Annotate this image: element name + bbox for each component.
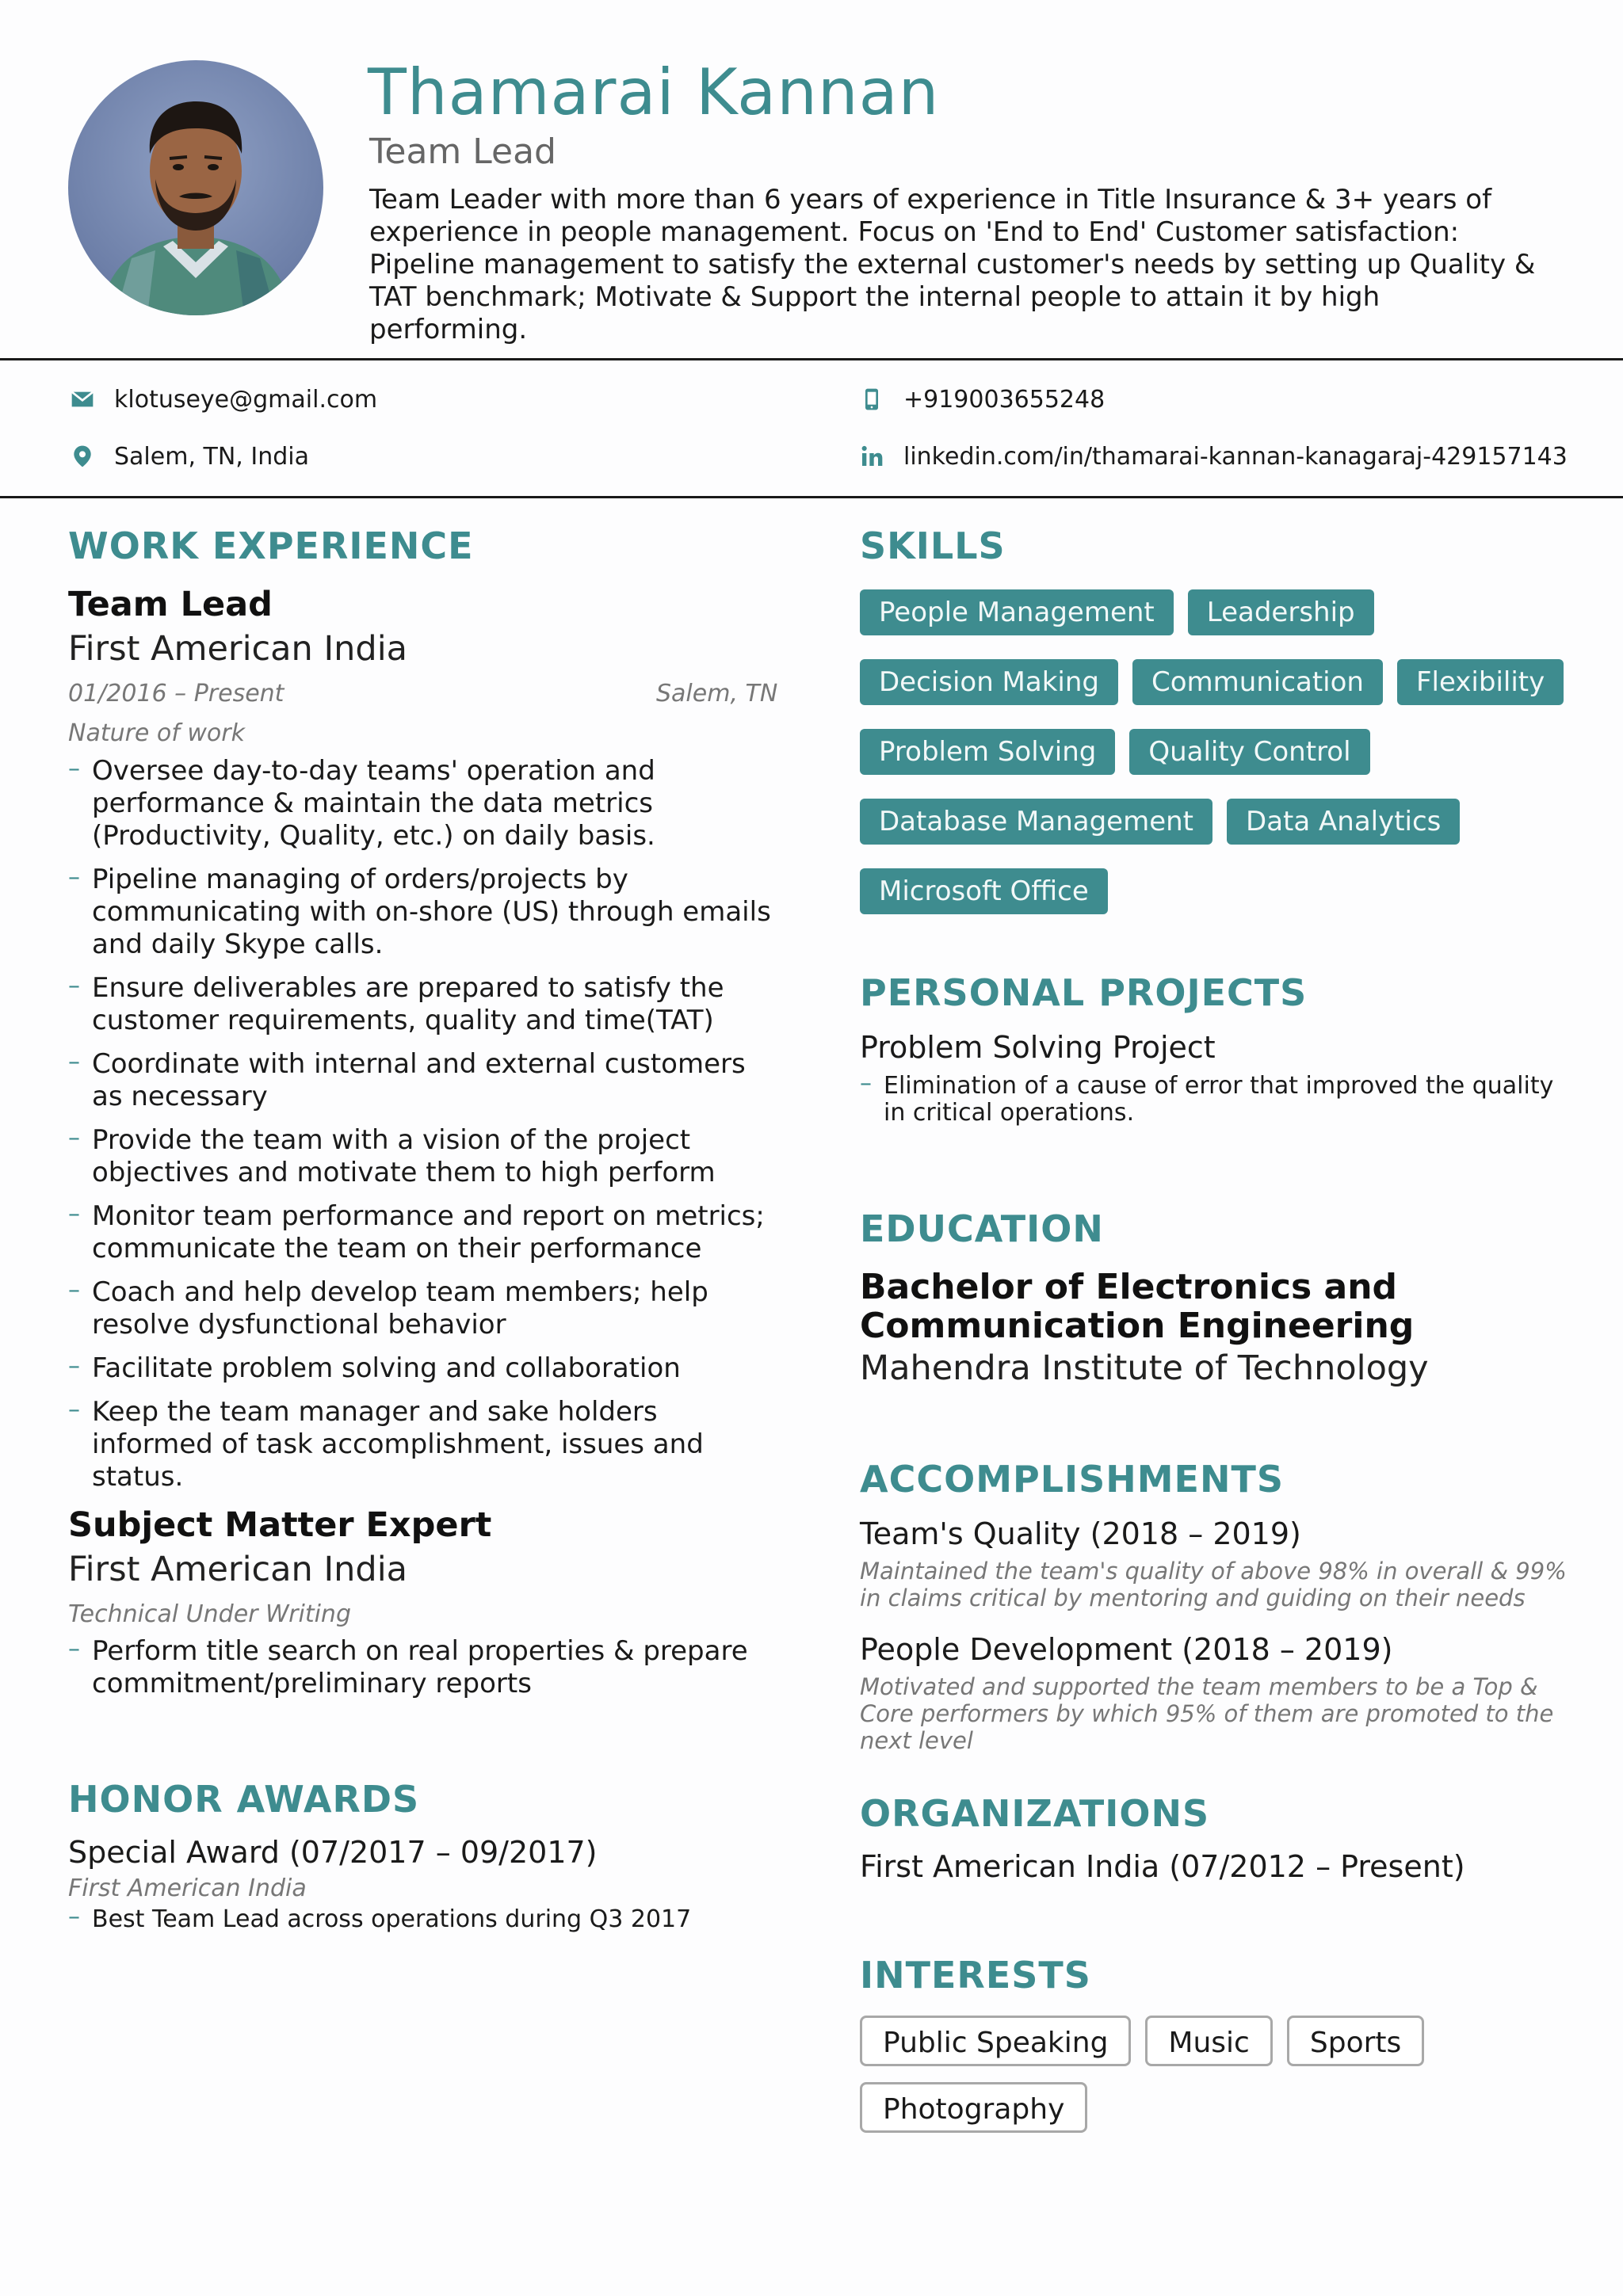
list-item: – Keep the team manager and sake holders informed of task accomplishment, issues and status. — [68, 1396, 781, 1493]
job-responsibilities-2 — [68, 1635, 781, 1711]
job-company-1: First American India — [68, 629, 407, 669]
skill-tag: Data Analytics — [1227, 799, 1460, 845]
award-details — [68, 1906, 781, 1944]
organizations-heading: ORGANIZATIONS — [860, 1792, 1210, 1835]
skill-tag: Communication — [1132, 659, 1383, 705]
list-item: – Elimination of a cause of error that improved the quality in critical operations. — [860, 1073, 1557, 1127]
header-divider — [0, 358, 1623, 360]
accomplishments-heading: ACCOMPLISHMENTS — [860, 1458, 1284, 1501]
skill-tag: Microsoft Office — [860, 868, 1108, 914]
skill-tag: Database Management — [860, 799, 1212, 845]
job-company-2: First American India — [68, 1550, 407, 1589]
list-item: – Pipeline managing of orders/projects by communicating with on-shore (US) through emails and daily Skype calls. — [68, 864, 781, 961]
job-note-2: Technical Under Writing — [68, 1600, 351, 1628]
skill-tag: Flexibility — [1397, 659, 1564, 705]
job-title-1: Team Lead — [68, 585, 273, 624]
work-experience-heading: WORK EXPERIENCE — [68, 524, 474, 567]
candidate-name: Thamarai Kannan — [368, 55, 940, 129]
phone-icon — [857, 385, 886, 414]
location-text: Salem, TN, India — [114, 442, 309, 471]
contact-phone[interactable] — [857, 385, 1105, 414]
contact-email[interactable] — [68, 385, 377, 414]
skill-tag: Problem Solving — [860, 729, 1115, 775]
profile-photo-illustration — [68, 60, 323, 315]
skill-tag: Decision Making — [860, 659, 1118, 705]
skill-tag: Quality Control — [1129, 729, 1369, 775]
education-heading: EDUCATION — [860, 1207, 1104, 1250]
profile-photo — [68, 60, 323, 315]
school-name: Mahendra Institute of Technology — [860, 1348, 1429, 1388]
list-item: – Best Team Lead across operations during Q3 2017 — [68, 1906, 781, 1933]
interest-tag: Public Speaking — [860, 2016, 1131, 2066]
list-item: – Coordinate with internal and external customers as necessary — [68, 1048, 781, 1113]
organization-item: First American India (07/2012 – Present) — [860, 1849, 1465, 1884]
accomplishment-title-1: Team's Quality (2018 – 2019) — [860, 1516, 1301, 1551]
award-title: Special Award (07/2017 – 09/2017) — [68, 1835, 598, 1870]
honor-awards-heading: HONOR AWARDS — [68, 1778, 420, 1821]
list-item: – Ensure deliverables are prepared to satisfy the customer requirements, quality and time(TAT) — [68, 972, 781, 1037]
personal-projects-heading: PERSONAL PROJECTS — [860, 971, 1308, 1014]
list-item: – Perform title search on real properties & prepare commitment/preliminary reports — [68, 1635, 781, 1700]
list-item: – Oversee day-to-day teams' operation and performance & maintain the data metrics (Productivity, Quality, etc.) on daily basis. — [68, 755, 781, 852]
accomplishment-desc-1: Maintained the team's quality of above 98% in overall & 99% in claims critical by mentoring and guiding on their needs — [860, 1558, 1567, 1611]
skills-list — [860, 589, 1573, 914]
job-dates-1: 01/2016 – Present — [68, 680, 285, 707]
interest-tag: Music — [1145, 2016, 1272, 2066]
job-note-1: Nature of work — [68, 719, 245, 747]
degree-title: Bachelor of Electronics and Communication Engineering — [860, 1267, 1415, 1346]
interests-heading: INTERESTS — [860, 1954, 1091, 1997]
list-item: – Coach and help develop team members; help resolve dysfunctional behavior — [68, 1276, 781, 1341]
email-text[interactable]: klotuseye@gmail.com — [114, 385, 378, 414]
job-location-1: Salem, TN — [656, 680, 778, 707]
interests-list — [860, 2016, 1462, 2133]
accomplishment-title-2: People Development (2018 – 2019) — [860, 1632, 1393, 1667]
contact-linkedin[interactable] — [857, 442, 1568, 471]
accomplishment-desc-2: Motivated and supported the team members to be a Top & Core performers by which 95% of them are promoted to the next level — [860, 1673, 1554, 1754]
project-title: Problem Solving Project — [860, 1030, 1216, 1065]
award-issuer: First American India — [68, 1875, 307, 1902]
contact-location — [68, 442, 309, 471]
job-responsibilities-1 — [68, 755, 781, 1505]
interest-tag: Photography — [860, 2082, 1087, 2133]
list-item: – Facilitate problem solving and collaboration — [68, 1352, 781, 1385]
contact-divider — [0, 496, 1623, 498]
linkedin-icon — [857, 442, 886, 471]
skill-tag: Leadership — [1188, 589, 1374, 635]
project-details — [860, 1073, 1557, 1138]
list-item: – Monitor team performance and report on metrics; communicate the team on their performance — [68, 1200, 781, 1265]
job-title-2: Subject Matter Expert — [68, 1505, 492, 1545]
skills-heading: SKILLS — [860, 524, 1006, 567]
professional-summary: Team Leader with more than 6 years of experience in Title Insurance & 3+ years of experience in people management. Focus on 'End to End' Customer satisfaction: Pipeline management to satisfy the external customer's needs by setting up Quality & TAT benchmark; Motivate & Support the internal people to attain it by high performing. — [369, 184, 1536, 345]
map-pin-icon — [68, 442, 97, 471]
interest-tag: Sports — [1287, 2016, 1424, 2066]
envelope-icon — [68, 385, 97, 414]
phone-text[interactable]: +919003655248 — [903, 385, 1106, 414]
list-item: – Provide the team with a vision of the project objectives and motivate them to high perform — [68, 1124, 781, 1189]
candidate-role: Team Lead — [369, 132, 556, 172]
resume-header — [0, 0, 1623, 360]
skill-tag: People Management — [860, 589, 1174, 635]
linkedin-text[interactable]: linkedin.com/in/thamarai-kannan-kanagaraj-429157143 — [903, 442, 1568, 471]
